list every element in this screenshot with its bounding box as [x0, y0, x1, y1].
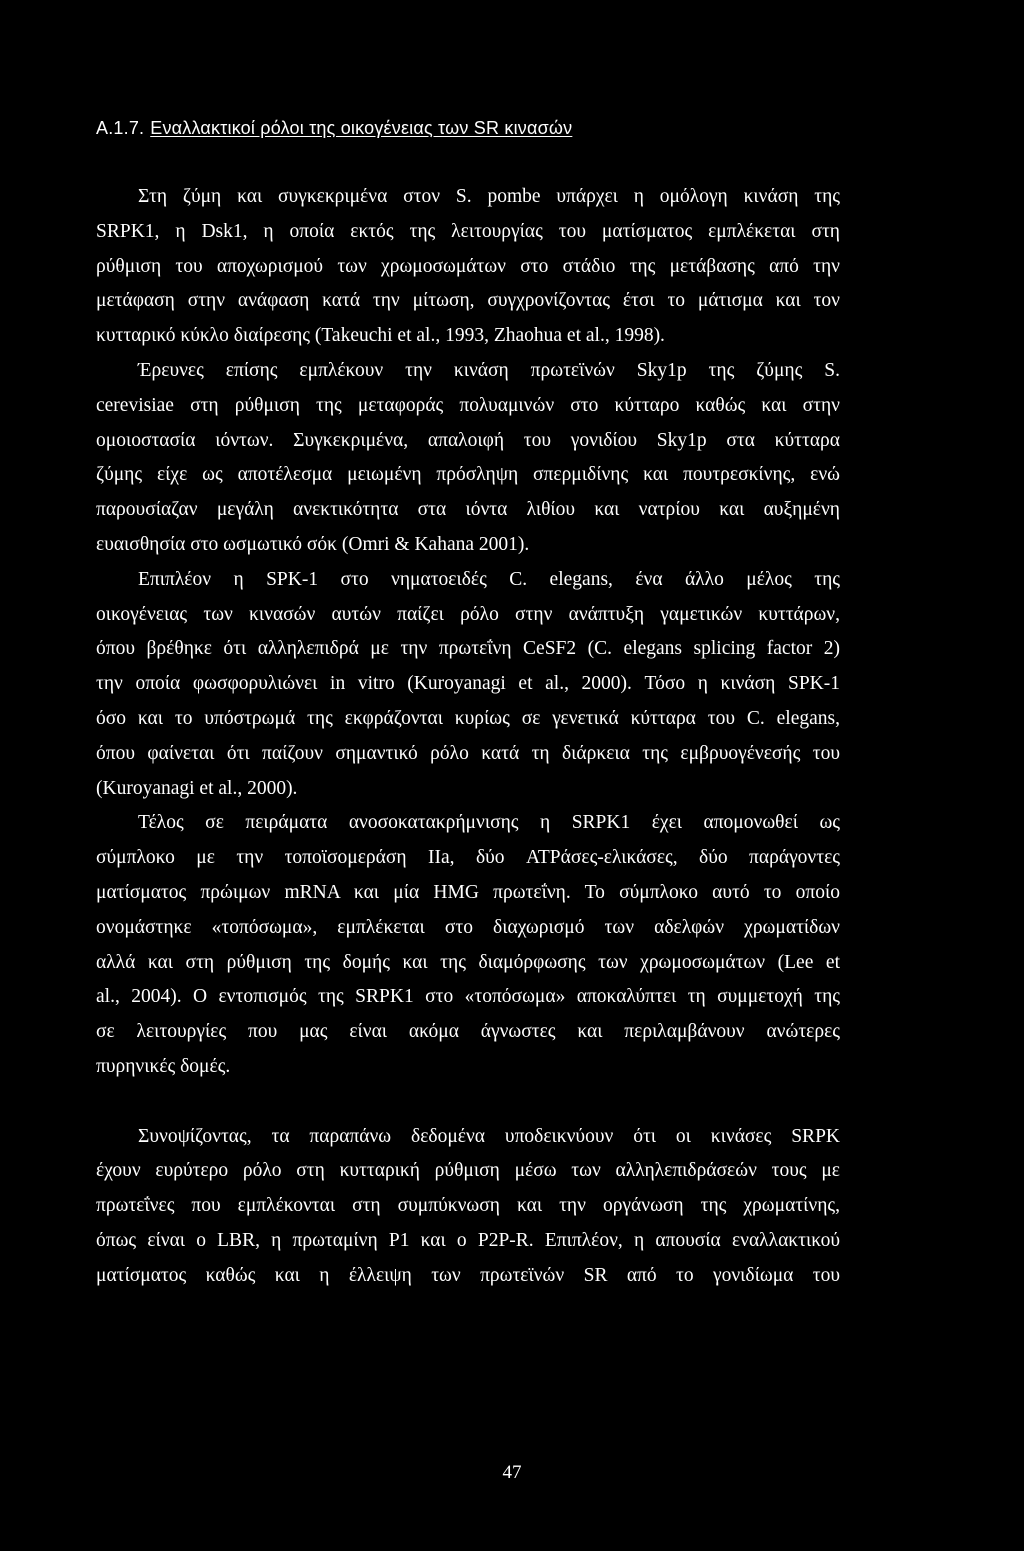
section-body — [96, 180, 840, 1294]
text-line: Στη ζύμη και συγκεκριμένα στον S. pombe υπάρχει η ομόλογη κινάση της — [138, 186, 840, 207]
section-heading — [96, 118, 572, 139]
text-line: παρουσίαζαν μεγάλη ανεκτικότητα στα ιόντα λιθίου και νατρίου και αυξημένη — [96, 499, 840, 521]
text-line: ματίσματος πρώιμων mRNA και μία HMG πρωτεΐνη. Το σύμπλοκο αυτό το οποίο — [96, 881, 840, 903]
text-line: ευαισθησία στο ωσμωτικό σόκ (Omri & Kahana 2001). — [96, 533, 530, 555]
text-line: όπως είναι ο LBR, η πρωταμίνη P1 και ο P2P-R. Επιπλέον, η απουσία εναλλακτικού — [96, 1229, 840, 1251]
text-line: σε λειτουργίες που μας είναι ακόμα άγνωστες και περιλαμβάνουν ανώτερες — [96, 1021, 840, 1043]
text-line: Τέλος σε πειράματα ανοσοκατακρήμνισης η SRPK1 έχει απομονωθεί ως — [138, 812, 840, 834]
text-line: πυρηνικές δομές. — [96, 1055, 231, 1077]
text-line: (Kuroyanagi et al., 2000). — [96, 777, 298, 799]
text-line: ονομάστηκε «τοπόσωμα», εμπλέκεται στο διαχωρισμό των αδελφών χρωματίδων — [96, 916, 840, 938]
text-line: όσο και το υπόστρωμά της εκφράζονται κυρίως σε γενετικά κύτταρα του C. elegans, — [96, 707, 840, 729]
section-title: Εναλλακτικοί ρόλοι της οικογένειας των SR κινασών — [150, 118, 573, 138]
text-line: αλλά και στη ρύθμιση της δομής και της διαμόρφωσης των χρωμοσωμάτων (Lee et — [96, 951, 840, 973]
page-number: 47 — [502, 1462, 522, 1483]
text-line: την οποία φωσφορυλιώνει in vitro (Kuroyanagi et al., 2000). Τόσο η κινάση SPK-1 — [96, 673, 840, 695]
text-line: SRPK1, η Dsk1, η οποία εκτός της λειτουργίας του ματίσματος εμπλέκεται στη — [96, 220, 840, 242]
text-line: ομοιοστασία ιόντων. Συγκεκριμένα, απαλοιφή του γονιδίου Sky1p στα κύτταρα — [96, 429, 840, 451]
text-line: ματίσματος καθώς και η έλλειψη των πρωτεϊνών SR από το γονιδίωμα του — [96, 1264, 840, 1286]
text-line: όπου βρέθηκε ότι αλληλεπιδρά με την πρωτεΐνη CeSF2 (C. elegans splicing factor 2) — [96, 638, 840, 660]
text-line: Έρευνες επίσης εμπλέκουν την κινάση πρωτεϊνών Sky1p της ζύμης S. — [138, 359, 840, 381]
text-line: όπου φαίνεται ότι παίζουν σημαντικό ρόλο κατά τη διάρκεια της εμβρυογένεσής του — [96, 742, 840, 764]
text-line: μετάφαση στην ανάφαση κατά την μίτωση, συγχρονίζοντας έτσι το μάτισμα και τον — [96, 290, 840, 312]
text-line: cerevisiae στη ρύθμιση της μεταφοράς πολυαμινών στο κύτταρο καθώς και στην — [96, 394, 840, 416]
text-line: ζύμης είχε ως αποτέλεσμα μειωμένη πρόσληψη σπερμιδίνης και πουτρεσκίνης, ενώ — [96, 464, 840, 486]
section-number: A.1.7. — [96, 118, 145, 138]
paragraph-gap — [96, 1085, 840, 1120]
text-line: ρύθμιση του αποχωρισμού των χρωμοσωμάτων στο στάδιο της μετάβασης από την — [96, 255, 840, 277]
text-line: σύμπλοκο με την τοποϊσομεράση IIa, δύο ATPάσες-ελικάσες, δύο παράγοντες — [96, 847, 840, 869]
text-line: al., 2004). Ο εντοπισμός της SRPK1 στο «τοπόσωμα» αποκαλύπτει τη συμμετοχή της — [96, 986, 840, 1008]
text-line: Επιπλέον η SPK-1 στο νηματοειδές C. elegans, ένα άλλο μέλος της — [138, 568, 840, 590]
text-line: πρωτεΐνες που εμπλέκονται στη συμπύκνωση και την οργάνωση της χρωματίνης, — [96, 1195, 840, 1217]
text-line: κυτταρικό κύκλο διαίρεσης (Takeuchi et al., 1993, Zhaohua et al., 1998). — [96, 325, 665, 347]
text-line: έχουν ευρύτερο ρόλο στη κυτταρική ρύθμιση μέσω των αλληλεπιδράσεών τους με — [96, 1160, 840, 1182]
text-line: Συνοψίζοντας, τα παραπάνω δεδομένα υποδεικνύουν ότι οι κινάσες SRPK — [138, 1125, 840, 1147]
text-line: οικογένειας των κινασών αυτών παίζει ρόλο στην ανάπτυξη γαμετικών κυττάρων, — [96, 603, 840, 625]
